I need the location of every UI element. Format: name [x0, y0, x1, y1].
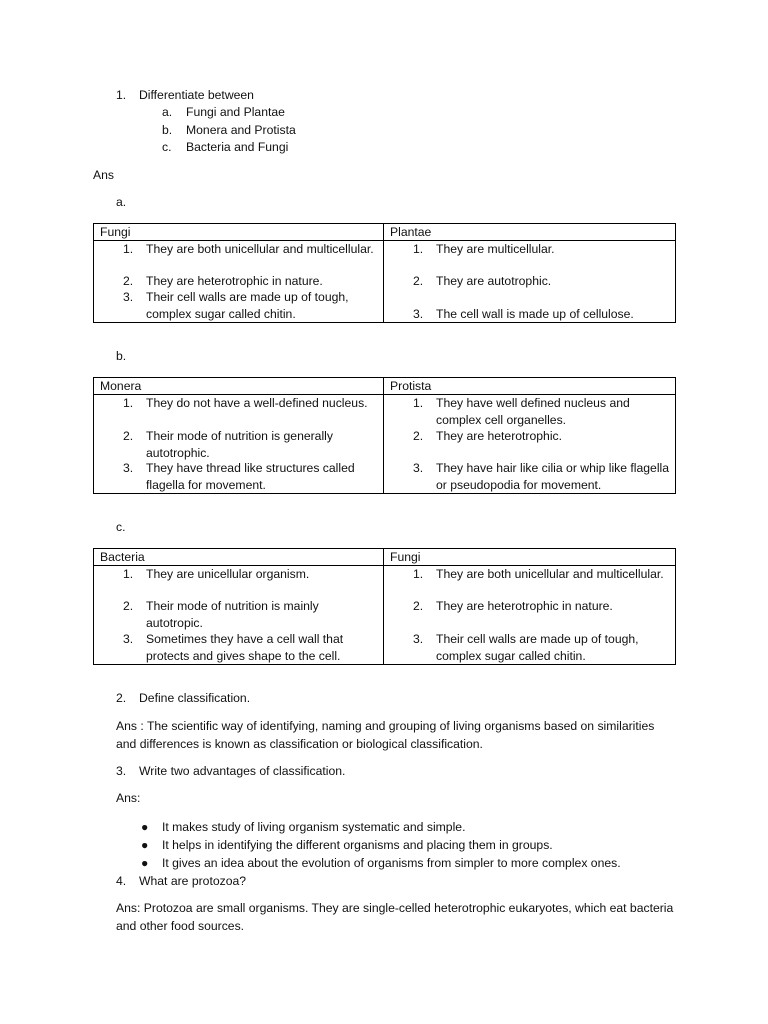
q1-subitem-text: Monera and Protista — [186, 123, 296, 137]
q1-text: Differentiate between — [139, 88, 254, 102]
list-item: 2. Their mode of nutrition is generally autotrophic. — [123, 429, 333, 460]
table-c-letter: c. — [116, 520, 126, 534]
q3-number: 3. — [116, 764, 127, 778]
bullet-icon: ● — [141, 838, 149, 852]
comparison-table-monera-protista — [93, 377, 676, 494]
ans-label: Ans — [93, 168, 115, 182]
list-item: 3. They have hair like cilia or whip like flagella or pseudopodia for movement. — [413, 461, 670, 492]
list-item: 2. They are autotrophic. — [413, 274, 552, 288]
q4-answer: Ans: Protozoa are small organisms. They are single-celled heterotrophic eukaryotes, which eat bacteria and other food sources. — [116, 901, 674, 933]
list-item: 1. They do not have a well-defined nucleus. — [123, 396, 368, 410]
table-header-left: Fungi — [94, 224, 384, 241]
list-item: 2. They are heterotrophic. — [413, 429, 563, 443]
table-header-left: Bacteria — [94, 549, 384, 566]
bullet-item: ● It makes study of living organism systematic and simple. — [141, 820, 466, 834]
list-item: 3. The cell wall is made up of cellulose. — [413, 307, 634, 321]
table-a-letter: a. — [116, 195, 127, 209]
table-b-letter: b. — [116, 349, 127, 363]
bullet-icon: ● — [141, 820, 149, 834]
q1-subitem-text: Fungi and Plantae — [186, 105, 285, 119]
bullet-icon: ● — [141, 856, 149, 870]
table-header-left: Monera — [94, 378, 384, 395]
q1-subitem-letter: c. — [162, 140, 172, 154]
bullet-item: ● It gives an idea about the evolution of organisms from simpler to more complex ones. — [141, 856, 621, 870]
q1-subitem-letter: b. — [162, 123, 173, 137]
list-item: 3. They have thread like structures called flagella for movement. — [123, 461, 355, 492]
list-item: 3. Sometimes they have a cell wall that protects and gives shape to the cell. — [123, 632, 344, 663]
q3-ans-label: Ans: — [116, 791, 141, 805]
list-item: 3. Their cell walls are made up of tough, complex sugar called chitin. — [413, 632, 639, 663]
q1-subitem-letter: a. — [162, 105, 173, 119]
q3-text: Write two advantages of classification. — [139, 764, 346, 778]
q4-number: 4. — [116, 874, 127, 888]
q2-text: Define classification. — [139, 691, 251, 705]
table-header-right: Fungi — [384, 549, 676, 566]
list-item: 1. They are both unicellular and multicellular. — [413, 567, 664, 581]
list-item: 1. They are both unicellular and multicellular. — [123, 242, 374, 256]
q1-subitem-text: Bacteria and Fungi — [186, 140, 289, 154]
list-item: 2. They are heterotrophic in nature. — [413, 599, 613, 613]
list-item: 3. Their cell walls are made up of tough, complex sugar called chitin. — [123, 290, 349, 321]
comparison-table-bacteria-fungi — [93, 548, 676, 665]
q2-answer: Ans : The scientific way of identifying, naming and grouping of living organisms based on similarities and differences is known as classification or biological classification. — [116, 719, 655, 751]
list-item: 2. Their mode of nutrition is mainly autotropic. — [123, 599, 319, 630]
table-header-right: Protista — [384, 378, 676, 395]
comparison-table-fungi-plantae — [93, 223, 676, 323]
table-header-right: Plantae — [384, 224, 676, 241]
q2-number: 2. — [116, 691, 127, 705]
list-item: 1. They are unicellular organism. — [123, 567, 310, 581]
list-item: 2. They are heterotrophic in nature. — [123, 274, 323, 288]
q4-text: What are protozoa? — [139, 874, 247, 888]
list-item: 1. They are multicellular. — [413, 242, 555, 256]
q1-number: 1. — [116, 88, 127, 102]
bullet-item: ● It helps in identifying the different organisms and placing them in groups. — [141, 838, 553, 852]
list-item: 1. They have well defined nucleus and complex cell organelles. — [413, 396, 630, 427]
